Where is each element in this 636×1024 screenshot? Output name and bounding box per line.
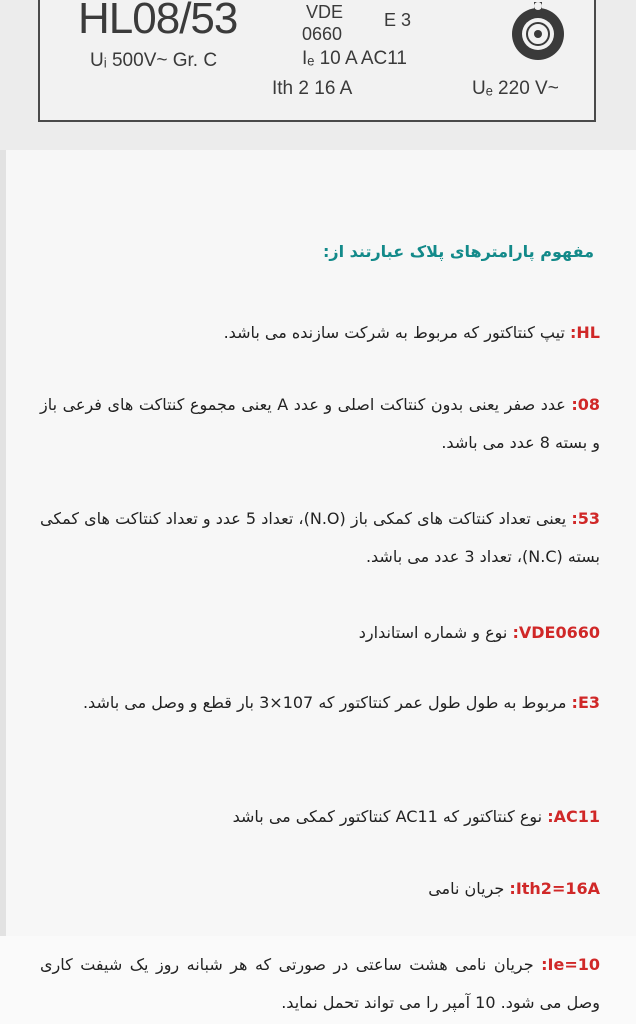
param-term: HL bbox=[576, 323, 600, 342]
manufacturer-seal-icon bbox=[508, 2, 568, 62]
param-item-08: 08: عدد صفر یعنی بدون کنتاکت اصلی و عدد A یعنی مجموع کنتاکت های فرعی باز و بسته 8 عدد می باشد. bbox=[40, 395, 600, 452]
param-description: تیپ کنتاکتور که مربوط به شرکت سازنده می باشد. bbox=[223, 323, 570, 342]
param-item-ac11: AC11: نوع کنتاکتور که AC11 کنتاکتور کمکی می باشد bbox=[232, 807, 600, 826]
param-description: جریان نامی هشت ساعتی در صورتی که هر شبانه روز یک شیفت کاری وصل می شود. 10 آمپر را می تواند تحمل نماید. bbox=[40, 955, 600, 1012]
param-term: Ith2=16A bbox=[515, 879, 600, 898]
param-description: جریان نامی bbox=[428, 879, 510, 898]
nameplate-vde: VDE bbox=[306, 2, 344, 22]
article-heading: مفهوم پارامترهای پلاک عبارتند از: bbox=[323, 242, 594, 261]
param-term: 08 bbox=[577, 395, 600, 414]
nameplate-e3: E 3 bbox=[384, 10, 412, 30]
nameplate-model: HL08/53 bbox=[78, 0, 238, 43]
nameplate-vde-number: 0660 bbox=[302, 24, 343, 44]
param-description: نوع کنتاکتور که AC11 کنتاکتور کمکی می باشد bbox=[232, 807, 548, 826]
param-term: 53 bbox=[577, 509, 601, 528]
nameplate bbox=[38, 0, 596, 122]
article bbox=[0, 150, 636, 1024]
param-item-53: 53: یعنی تعداد کنتاکت های کمکی باز (N.O)، تعداد 5 عدد و تعداد کنتاکت های کمکی بسته (N.C)، تعداد 3 عدد می باشد. bbox=[40, 509, 601, 566]
nameplate-ie-rating: Iₑ 10 A AC11 bbox=[302, 48, 407, 69]
page-edge bbox=[0, 150, 6, 1024]
param-term: Ie=10 bbox=[547, 955, 600, 974]
param-item-e3: E3: مربوط به طول طول عمر کنتاکتور که 107×3 بار قطع و وصل می باشد. bbox=[82, 693, 600, 712]
param-description: نوع و شماره استاندارد bbox=[358, 623, 513, 642]
param-description: مربوط به طول طول عمر کنتاکتور که 107×3 بار قطع و وصل می باشد. bbox=[82, 693, 572, 712]
param-item-hl: HL: تیپ کنتاکتور که مربوط به شرکت سازنده می باشد. bbox=[223, 323, 600, 342]
nameplate-ue-rating: Uₑ 220 V~ bbox=[472, 78, 559, 99]
param-description: یعنی تعداد کنتاکت های کمکی باز (N.O)، تعداد 5 عدد و تعداد کنتاکت های کمکی بسته (N.C)، تعداد 3 عدد می باشد. bbox=[40, 509, 600, 566]
param-item-ie: Ie=10: جریان نامی هشت ساعتی در صورتی که هر شبانه روز یک شیفت کاری وصل می شود. 10 آمپر را می تواند تحمل نماید. bbox=[40, 955, 600, 1012]
nameplate-ith-rating: Ith 2 16 A bbox=[272, 78, 353, 99]
param-term: E3 bbox=[577, 693, 600, 712]
param-description: عدد صفر یعنی بدون کنتاکت اصلی و عدد A یعنی مجموع کنتاکت های فرعی باز و بسته 8 عدد می باشد. bbox=[40, 395, 600, 452]
param-term: AC11 bbox=[553, 807, 600, 826]
nameplate-image bbox=[0, 0, 636, 150]
param-term: VDE0660 bbox=[518, 623, 600, 642]
nameplate-ui-rating: Uᵢ 500V~ Gr. C bbox=[90, 50, 218, 71]
param-item-vde0660: VDE0660: نوع و شماره استاندارد bbox=[358, 623, 600, 642]
param-item-ith2: Ith2=16A: جریان نامی bbox=[428, 879, 600, 898]
